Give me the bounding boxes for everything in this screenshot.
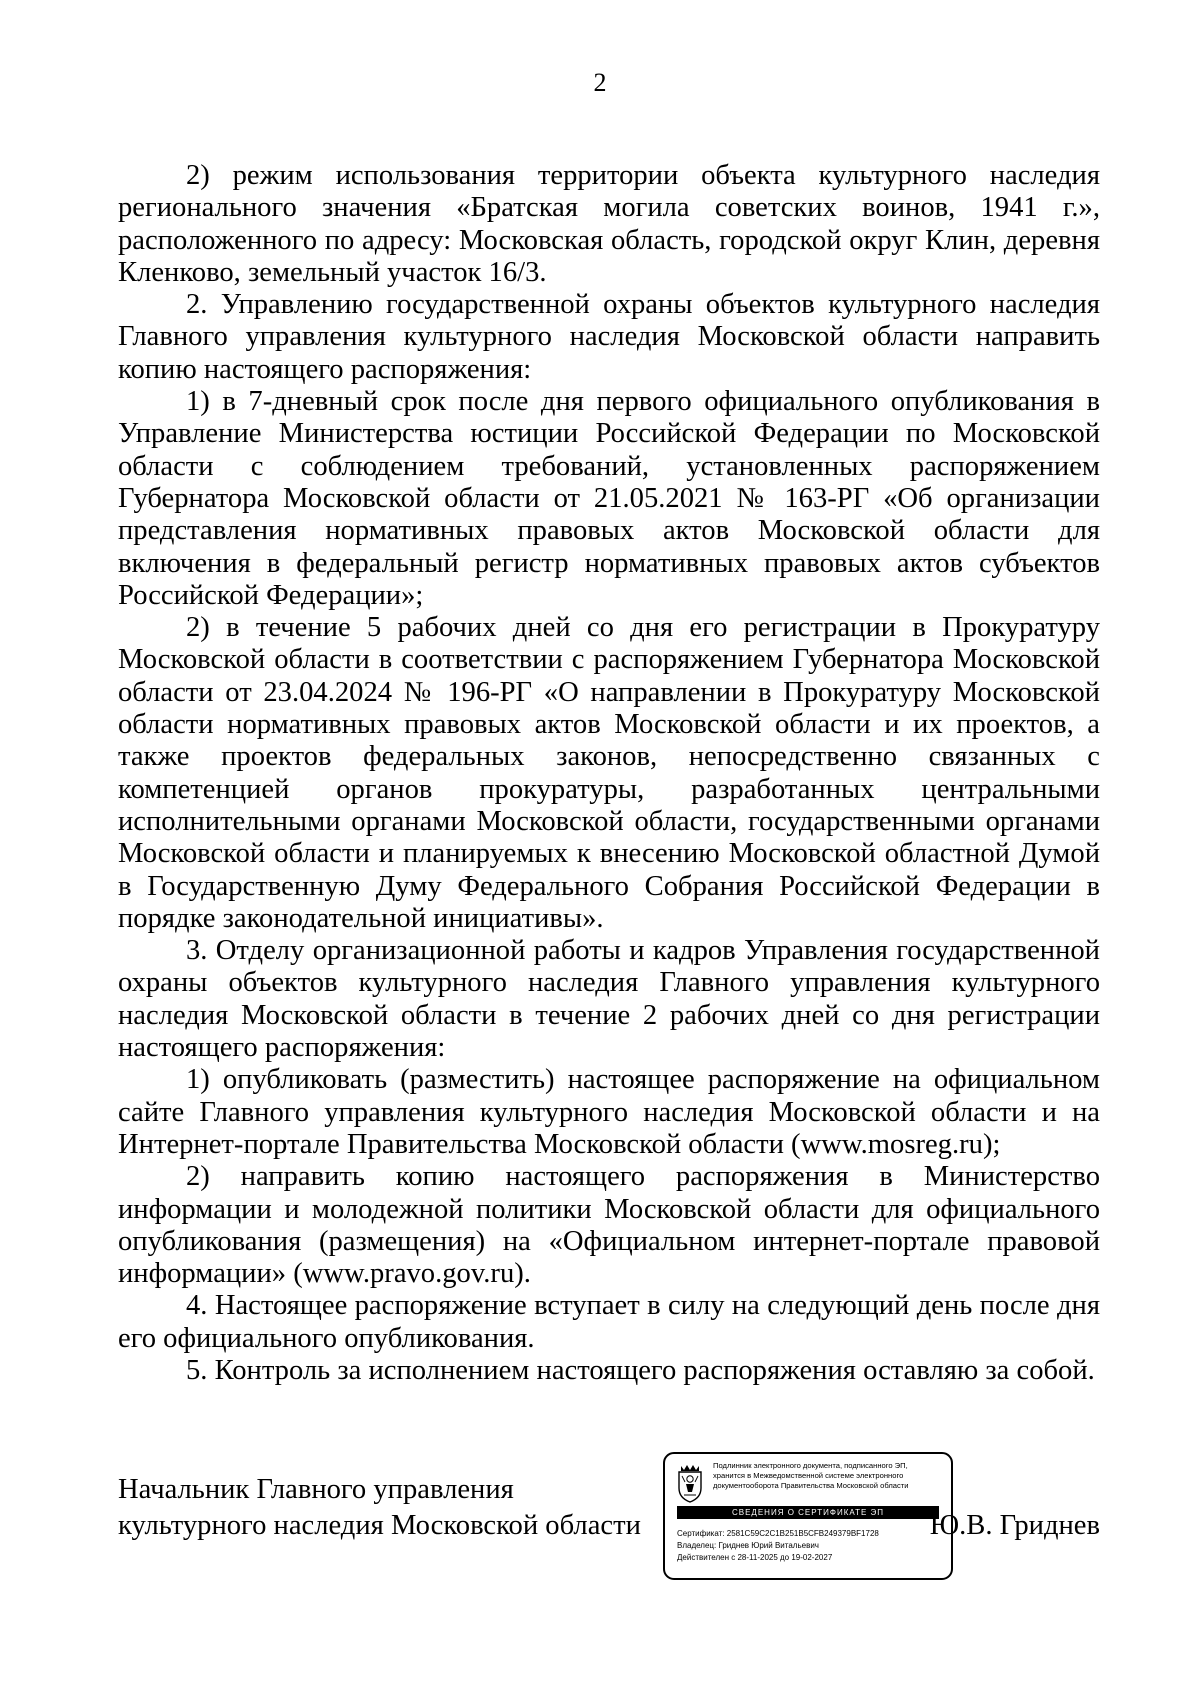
page-number: 2 — [593, 68, 607, 97]
certificate-validity: Действителен с 28-11-2025 до 19-02-2027 — [677, 1553, 833, 1562]
paragraph: 2) режим использования территории объекта культурного наследия регионального значения «Братская могила советских воинов, 1941 г.», расположенного по адресу: Московская область, городской округ Клин, деревня Кленково, земельный участок 16/3. — [118, 160, 1100, 288]
signatory-title-line: культурного наследия Московской области — [118, 1510, 641, 1541]
stamp-certificate-header: СВЕДЕНИЯ О СЕРТИФИКАТЕ ЭП — [677, 1506, 939, 1519]
stamp-note — [713, 1461, 945, 1491]
stamp-note-line: хранится в Межведомственной системе электронного — [713, 1471, 904, 1480]
signatory-title-line: Начальник Главного управления — [118, 1474, 514, 1505]
certificate-owner: Владелец: Гриднев Юрий Витальевич — [677, 1541, 819, 1550]
moscow-oblast-coat-of-arms-icon — [675, 1462, 705, 1504]
paragraph: 3. Отделу организационной работы и кадров Управления государственной охраны объектов культурного наследия Главного управления культурного наследия Московской области в течение 2 рабочих дней со дня регистрации настоящего распоряжения: — [118, 935, 1100, 1064]
signatory-title — [118, 1472, 641, 1544]
stamp-note-line: документооборота Правительства Московской области — [713, 1481, 909, 1490]
paragraph: 2) в течение 5 рабочих дней со дня его регистрации в Прокуратуру Московской области в соответствии с распоряжением Губернатора Московской области от 23.04.2024 № 196-РГ «О направлении в Прокуратуру Московской области нормативных правовых актов Московской области и их проектов, а также проектов федеральных законов, непосредственно связанных с компетенцией органов прокуратуры, разработанных центральными исполнительными органами Московской области, государственными органами Московской области и планируемых к внесению Московской областной Думой в Государственную Думу Федерального Собрания Российской Федерации в порядке законодательной инициативы». — [118, 612, 1100, 934]
certificate-number: Сертификат: 2581C59C2C1B251B5CFB249379BF1728 — [677, 1529, 879, 1538]
paragraph: 4. Настоящее распоряжение вступает в силу на следующий день после дня его официального опубликования. — [118, 1290, 1100, 1354]
stamp-note-line: Подлинник электронного документа, подписанного ЭП, — [713, 1461, 908, 1470]
paragraph: 2. Управлению государственной охраны объектов культурного наследия Главного управления культурного наследия Московской области направить копию настоящего распоряжения: — [118, 289, 1100, 385]
signature-block — [118, 1452, 1100, 1582]
stamp-certificate-details — [677, 1528, 943, 1564]
paragraph: 1) опубликовать (разместить) настоящее распоряжение на официальном сайте Главного управления культурного наследия Московской области и на Интернет-портале Правительства Московской области (www.mosreg.ru); — [118, 1064, 1100, 1160]
paragraph: 5. Контроль за исполнением настоящего распоряжения оставляю за собой. — [186, 1354, 1095, 1386]
signatory-name: Ю.В. Гриднев — [929, 1510, 1100, 1541]
paragraph: 2) направить копию настоящего распоряжения в Министерство информации и молодежной политики Московской области для официального опубликования (размещения) на «Официальном интернет-портале правовой информации» (www.pravo.gov.ru). — [118, 1161, 1100, 1290]
document-body — [118, 160, 1100, 1387]
paragraph: 1) в 7-дневный срок после дня первого официального опубликования в Управление Министерства юстиции Российской Федерации по Московской области с соблюдением требований, установленных распоряжением Губернатора Московской области от 21.05.2021 № 163-РГ «Об организации представления нормативных правовых актов Московской области для включения в федеральный регистр нормативных правовых актов субъектов Российской Федерации»; — [118, 386, 1100, 611]
electronic-signature-stamp — [663, 1452, 953, 1580]
